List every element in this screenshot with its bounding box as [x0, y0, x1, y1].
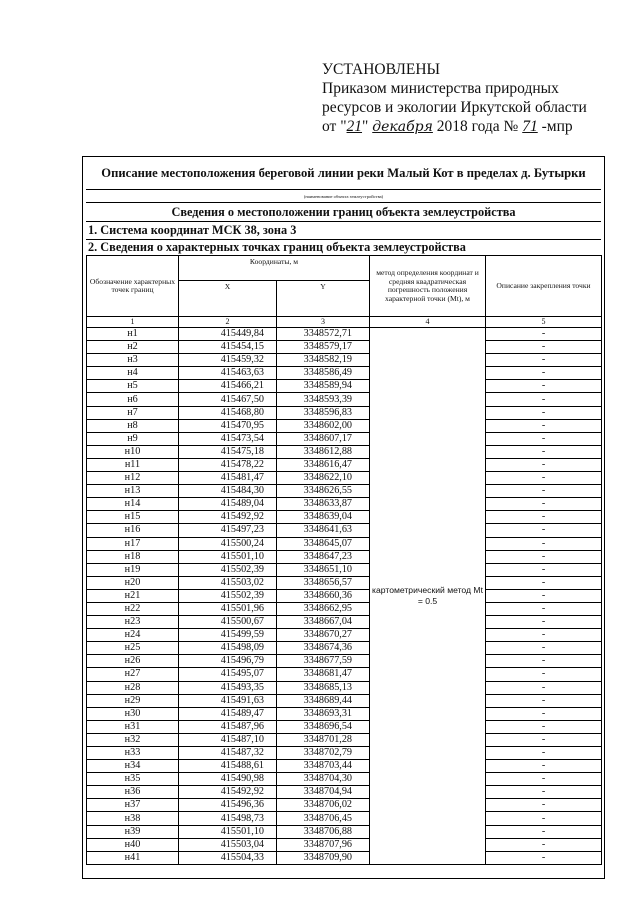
col-number: 3 — [277, 317, 370, 328]
column-numbers-row — [87, 317, 602, 328]
fixing-cell: - — [486, 707, 602, 720]
coord-x: 415475,18 — [179, 445, 277, 458]
coord-y: 3348696,54 — [277, 720, 370, 733]
table-row — [87, 485, 602, 498]
coord-x: 415502,39 — [179, 563, 277, 576]
table-row — [87, 589, 602, 602]
coord-x: 415496,79 — [179, 655, 277, 668]
table-row — [87, 799, 602, 812]
point-id: н29 — [87, 694, 179, 707]
table-row — [87, 419, 602, 432]
coord-y: 3348681,47 — [277, 668, 370, 681]
coord-y: 3348639,04 — [277, 511, 370, 524]
fixing-cell: - — [486, 655, 602, 668]
fixing-cell: - — [486, 445, 602, 458]
coord-y: 3348647,23 — [277, 550, 370, 563]
point-id: н39 — [87, 825, 179, 838]
point-id: н1 — [87, 328, 179, 341]
table-row — [87, 328, 602, 341]
fixing-cell: - — [486, 589, 602, 602]
coord-y: 3348706,45 — [277, 812, 370, 825]
point-id: н24 — [87, 629, 179, 642]
coord-x: 415484,30 — [179, 485, 277, 498]
table-row — [87, 406, 602, 419]
order-suffix: -мпр — [537, 118, 573, 135]
point-id: н28 — [87, 681, 179, 694]
table-row — [87, 838, 602, 851]
date-prefix: от " — [322, 118, 347, 135]
header-point: Обозначение характерных точек границ — [87, 256, 179, 317]
table-row — [87, 760, 602, 773]
point-id: н6 — [87, 393, 179, 406]
point-id: н4 — [87, 367, 179, 380]
table-row — [87, 472, 602, 485]
coord-x: 415502,39 — [179, 589, 277, 602]
fixing-cell: - — [486, 760, 602, 773]
header-method: метод определения координат и средняя квадратическая погрешность положения характерной точки (Mt), м — [370, 256, 486, 317]
coord-x: 415500,67 — [179, 616, 277, 629]
header-coordinates: Координаты, м — [179, 256, 370, 281]
fixing-cell: - — [486, 576, 602, 589]
point-id: н8 — [87, 419, 179, 432]
fixing-cell: - — [486, 393, 602, 406]
divider — [86, 221, 601, 222]
table-row — [87, 681, 602, 694]
coord-x: 415481,47 — [179, 472, 277, 485]
coord-x: 415503,02 — [179, 576, 277, 589]
coord-y: 3348703,44 — [277, 760, 370, 773]
coord-y: 3348596,83 — [277, 406, 370, 419]
point-id: н21 — [87, 589, 179, 602]
fixing-cell: - — [486, 354, 602, 367]
col-number: 5 — [486, 317, 602, 328]
coord-y: 3348704,30 — [277, 773, 370, 786]
coord-y: 3348702,79 — [277, 747, 370, 760]
fixing-cell: - — [486, 799, 602, 812]
point-id: н32 — [87, 733, 179, 746]
divider — [86, 202, 601, 203]
coord-y: 3348607,17 — [277, 432, 370, 445]
fixing-cell: - — [486, 367, 602, 380]
point-id: н41 — [87, 851, 179, 864]
method-cell: картометрический метод Mt = 0.5 — [370, 328, 486, 865]
point-id: н40 — [87, 838, 179, 851]
coord-x: 415449,84 — [179, 328, 277, 341]
coord-y: 3348656,57 — [277, 576, 370, 589]
coord-y: 3348645,07 — [277, 537, 370, 550]
coord-y: 3348667,04 — [277, 616, 370, 629]
title-underline — [86, 189, 601, 190]
coord-y: 3348662,95 — [277, 602, 370, 615]
document-title: Описание местоположения береговой линии реки Малый Кот в пределах д. Бутырки — [101, 166, 586, 180]
table-row — [87, 812, 602, 825]
coord-y: 3348693,31 — [277, 707, 370, 720]
approval-date-line — [322, 117, 587, 137]
table-row — [87, 773, 602, 786]
point-id: н34 — [87, 760, 179, 773]
table-row — [87, 642, 602, 655]
point-id: н13 — [87, 485, 179, 498]
table-row — [87, 354, 602, 367]
fixing-cell: - — [486, 812, 602, 825]
table-row — [87, 602, 602, 615]
fixing-cell: - — [486, 602, 602, 615]
points-body — [87, 328, 602, 865]
coord-y: 3348579,17 — [277, 341, 370, 354]
point-id: н36 — [87, 786, 179, 799]
coord-x: 415466,21 — [179, 380, 277, 393]
coord-x: 415454,15 — [179, 341, 277, 354]
fixing-cell: - — [486, 472, 602, 485]
fixing-cell: - — [486, 511, 602, 524]
point-id: н33 — [87, 747, 179, 760]
point-id: н18 — [87, 550, 179, 563]
table-row — [87, 668, 602, 681]
coord-x: 415489,04 — [179, 498, 277, 511]
fixing-cell: - — [486, 694, 602, 707]
point-id: н10 — [87, 445, 179, 458]
approval-line-3: ресурсов и экологии Иркутской области — [322, 99, 587, 116]
table-row — [87, 458, 602, 471]
coord-y: 3348677,59 — [277, 655, 370, 668]
coord-x: 415470,95 — [179, 419, 277, 432]
point-id: н38 — [87, 812, 179, 825]
fixing-cell: - — [486, 616, 602, 629]
coord-y: 3348633,87 — [277, 498, 370, 511]
coord-y: 3348660,36 — [277, 589, 370, 602]
table-row — [87, 720, 602, 733]
coord-y: 3348616,47 — [277, 458, 370, 471]
point-id: н11 — [87, 458, 179, 471]
point-id: н20 — [87, 576, 179, 589]
point-id: н23 — [87, 616, 179, 629]
table-row — [87, 825, 602, 838]
fixing-cell: - — [486, 328, 602, 341]
coord-x: 415487,32 — [179, 747, 277, 760]
coord-y: 3348586,49 — [277, 367, 370, 380]
table-row — [87, 498, 602, 511]
coord-y: 3348612,88 — [277, 445, 370, 458]
fixing-cell: - — [486, 720, 602, 733]
coord-y: 3348626,55 — [277, 485, 370, 498]
fixing-cell: - — [486, 851, 602, 864]
fixing-cell: - — [486, 419, 602, 432]
coord-x: 415459,32 — [179, 354, 277, 367]
coord-x: 415487,10 — [179, 733, 277, 746]
fixing-cell: - — [486, 733, 602, 746]
fixing-cell: - — [486, 773, 602, 786]
coord-x: 415468,80 — [179, 406, 277, 419]
table-row — [87, 445, 602, 458]
header-fixing: Описание закрепления точки — [486, 256, 602, 317]
coord-y: 3348701,28 — [277, 733, 370, 746]
object-subcaption: (наименование объекта землеустройства) — [303, 194, 384, 199]
point-id: н22 — [87, 602, 179, 615]
fixing-cell: - — [486, 380, 602, 393]
point-id: н27 — [87, 668, 179, 681]
table-row — [87, 707, 602, 720]
coord-x: 415503,04 — [179, 838, 277, 851]
point-id: н7 — [87, 406, 179, 419]
point-id: н5 — [87, 380, 179, 393]
table-row — [87, 747, 602, 760]
col-number: 4 — [370, 317, 486, 328]
coord-y: 3348572,71 — [277, 328, 370, 341]
coord-x: 415487,96 — [179, 720, 277, 733]
coord-x: 415504,33 — [179, 851, 277, 864]
coord-x: 415497,23 — [179, 524, 277, 537]
points-table — [86, 255, 602, 865]
coord-x: 415489,47 — [179, 707, 277, 720]
coord-y: 3348651,10 — [277, 563, 370, 576]
handwritten-month: декабря — [372, 119, 433, 135]
table-row — [87, 393, 602, 406]
point-id: н26 — [87, 655, 179, 668]
fixing-cell: - — [486, 681, 602, 694]
header-x: X — [179, 281, 277, 317]
col-number: 1 — [87, 317, 179, 328]
section-2-title: 2. Сведения о характерных точках границ объекта землеустройства — [88, 240, 466, 254]
date-mid: 2018 года № — [432, 118, 523, 135]
point-id: н30 — [87, 707, 179, 720]
coord-y: 3348602,00 — [277, 419, 370, 432]
fixing-cell: - — [486, 838, 602, 851]
point-id: н15 — [87, 511, 179, 524]
point-id: н37 — [87, 799, 179, 812]
table-row — [87, 524, 602, 537]
fixing-cell: - — [486, 550, 602, 563]
table-row — [87, 432, 602, 445]
coord-x: 415467,50 — [179, 393, 277, 406]
coord-x: 415491,63 — [179, 694, 277, 707]
col-number: 2 — [179, 317, 277, 328]
coord-x: 415498,09 — [179, 642, 277, 655]
coord-y: 3348641,63 — [277, 524, 370, 537]
coord-x: 415499,59 — [179, 629, 277, 642]
table-row — [87, 629, 602, 642]
fixing-cell: - — [486, 341, 602, 354]
coord-x: 415495,07 — [179, 668, 277, 681]
fixing-cell: - — [486, 485, 602, 498]
coordinate-system: 1. Система координат МСК 38, зона 3 — [88, 223, 297, 237]
coord-x: 415500,24 — [179, 537, 277, 550]
table-row — [87, 851, 602, 864]
header-y: Y — [277, 281, 370, 317]
coord-x: 415498,73 — [179, 812, 277, 825]
handwritten-day: 21 — [346, 118, 363, 135]
coord-y: 3348707,96 — [277, 838, 370, 851]
coord-y: 3348706,02 — [277, 799, 370, 812]
coord-x: 415463,63 — [179, 367, 277, 380]
coord-x: 415490,98 — [179, 773, 277, 786]
fixing-cell: - — [486, 668, 602, 681]
fixing-cell: - — [486, 825, 602, 838]
coord-y: 3348689,44 — [277, 694, 370, 707]
coord-y: 3348582,19 — [277, 354, 370, 367]
point-id: н16 — [87, 524, 179, 537]
point-id: н19 — [87, 563, 179, 576]
point-id: н2 — [87, 341, 179, 354]
point-id: н25 — [87, 642, 179, 655]
coord-x: 415501,10 — [179, 550, 277, 563]
coord-y: 3348706,88 — [277, 825, 370, 838]
table-row — [87, 537, 602, 550]
coord-y: 3348622,10 — [277, 472, 370, 485]
coord-x: 415473,54 — [179, 432, 277, 445]
table-row — [87, 367, 602, 380]
table-row — [87, 694, 602, 707]
approval-line-2: Приказом министерства природных — [322, 80, 559, 97]
coord-x: 415501,10 — [179, 825, 277, 838]
approval-block — [322, 60, 587, 137]
table-row — [87, 511, 602, 524]
coord-y: 3348593,39 — [277, 393, 370, 406]
point-id: н12 — [87, 472, 179, 485]
coord-y: 3348704,94 — [277, 786, 370, 799]
fixing-cell: - — [486, 498, 602, 511]
fixing-cell: - — [486, 432, 602, 445]
fixing-cell: - — [486, 524, 602, 537]
coord-x: 415496,36 — [179, 799, 277, 812]
point-id: н35 — [87, 773, 179, 786]
section-title: Сведения о местоположении границ объекта землеустройства — [171, 205, 516, 219]
date-quote: " — [362, 118, 373, 135]
fixing-cell: - — [486, 537, 602, 550]
coord-y: 3348670,27 — [277, 629, 370, 642]
coord-y: 3348709,90 — [277, 851, 370, 864]
fixing-cell: - — [486, 747, 602, 760]
coord-x: 415488,61 — [179, 760, 277, 773]
table-row — [87, 550, 602, 563]
table-row — [87, 786, 602, 799]
point-id: н14 — [87, 498, 179, 511]
point-id: н31 — [87, 720, 179, 733]
point-id: н3 — [87, 354, 179, 367]
table-row — [87, 563, 602, 576]
table-row — [87, 733, 602, 746]
coord-y: 3348589,94 — [277, 380, 370, 393]
table-row — [87, 655, 602, 668]
coord-x: 415492,92 — [179, 786, 277, 799]
coord-x: 415501,96 — [179, 602, 277, 615]
table-row — [87, 576, 602, 589]
coord-x: 415493,35 — [179, 681, 277, 694]
point-id: н9 — [87, 432, 179, 445]
coord-x: 415478,22 — [179, 458, 277, 471]
fixing-cell: - — [486, 629, 602, 642]
coord-y: 3348674,36 — [277, 642, 370, 655]
point-id: н17 — [87, 537, 179, 550]
fixing-cell: - — [486, 642, 602, 655]
approval-heading: УСТАНОВЛЕНЫ — [322, 61, 441, 78]
table-row — [87, 616, 602, 629]
table-row — [87, 341, 602, 354]
coord-x: 415492,92 — [179, 511, 277, 524]
fixing-cell: - — [486, 786, 602, 799]
fixing-cell: - — [486, 406, 602, 419]
coord-y: 3348685,13 — [277, 681, 370, 694]
fixing-cell: - — [486, 563, 602, 576]
handwritten-order-number: 71 — [522, 118, 538, 135]
fixing-cell: - — [486, 458, 602, 471]
table-row — [87, 380, 602, 393]
